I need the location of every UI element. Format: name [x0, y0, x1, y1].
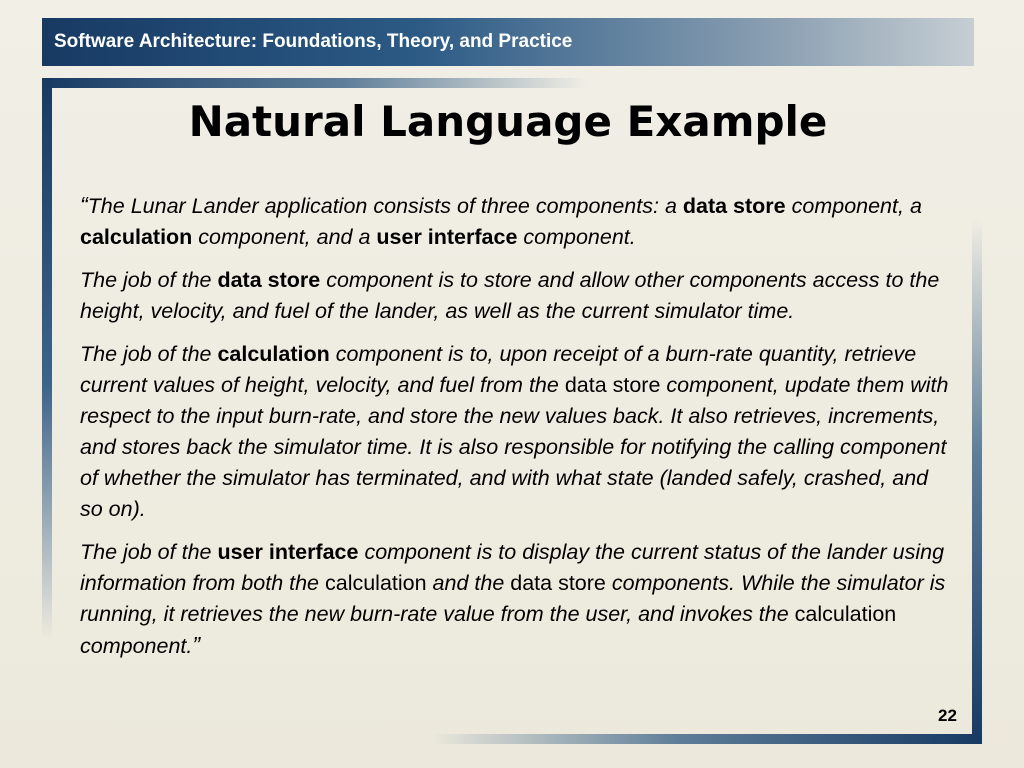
text-italic: component, and a: [192, 225, 377, 249]
frame-left-border: [42, 78, 52, 638]
text-italic: and the: [426, 571, 511, 595]
text-italic: component.: [517, 225, 636, 249]
paragraph-calculation: [80, 339, 950, 525]
text-bold-term: data store: [682, 194, 786, 218]
frame-bottom-border: [430, 734, 982, 744]
text-plain-term: data store: [564, 373, 661, 397]
slide-title: Natural Language Example: [188, 97, 828, 146]
paragraph-intro: [80, 190, 950, 253]
quote-mark: ”: [192, 632, 201, 658]
frame-right-border: [972, 220, 982, 744]
text-bold-term: data store: [217, 268, 321, 292]
text-plain-term: calculation: [324, 571, 427, 595]
text-italic: The job of the: [80, 268, 218, 292]
slide-body: [80, 190, 950, 674]
text-bold-term: user interface: [376, 225, 518, 249]
paragraph-data-store: [80, 265, 950, 327]
text-italic: The job of the: [80, 540, 218, 564]
text-italic: component is to display the current status of the lander using information from both the: [80, 540, 945, 595]
text-bold-term: calculation: [217, 342, 330, 366]
frame-top-border: [42, 78, 587, 88]
header-bar: [42, 18, 974, 66]
quote-mark: “: [80, 192, 88, 218]
text-italic: component, update them with respect to the input burn-rate, and store the new values back. It also retrieves, increments, and stores back the simulator time. It is also responsible for notifying the calling component of whether the simulator has terminated, and with what state (landed safely, crashed, and so on).: [80, 373, 949, 521]
text-italic: The job of the: [80, 342, 218, 366]
header-title: Software Architecture: Foundations, Theory, and Practice: [54, 31, 573, 52]
text-italic: component is to store and allow other components access to the height, velocity, and fuel of the lander, as well as the current simulator time.: [80, 268, 940, 323]
paragraph-user-interface: [80, 537, 950, 662]
text-italic: component is to, upon receipt of a burn-rate quantity, retrieve current values of height, velocity, and fuel from the: [80, 342, 917, 397]
text-plain-term: calculation: [794, 602, 897, 626]
text-bold-term: calculation: [80, 225, 193, 249]
text-italic: component, a: [785, 194, 922, 218]
text-bold-term: user interface: [217, 540, 359, 564]
text-italic: The Lunar Lander application consists of three components: a: [87, 194, 683, 218]
text-italic: components. While the simulator is running, it retrieves the new burn-rate value from the user, and invokes the: [80, 571, 946, 626]
text-italic: component.: [80, 634, 193, 658]
page-number: 22: [938, 706, 957, 725]
text-plain-term: data store: [510, 571, 606, 595]
